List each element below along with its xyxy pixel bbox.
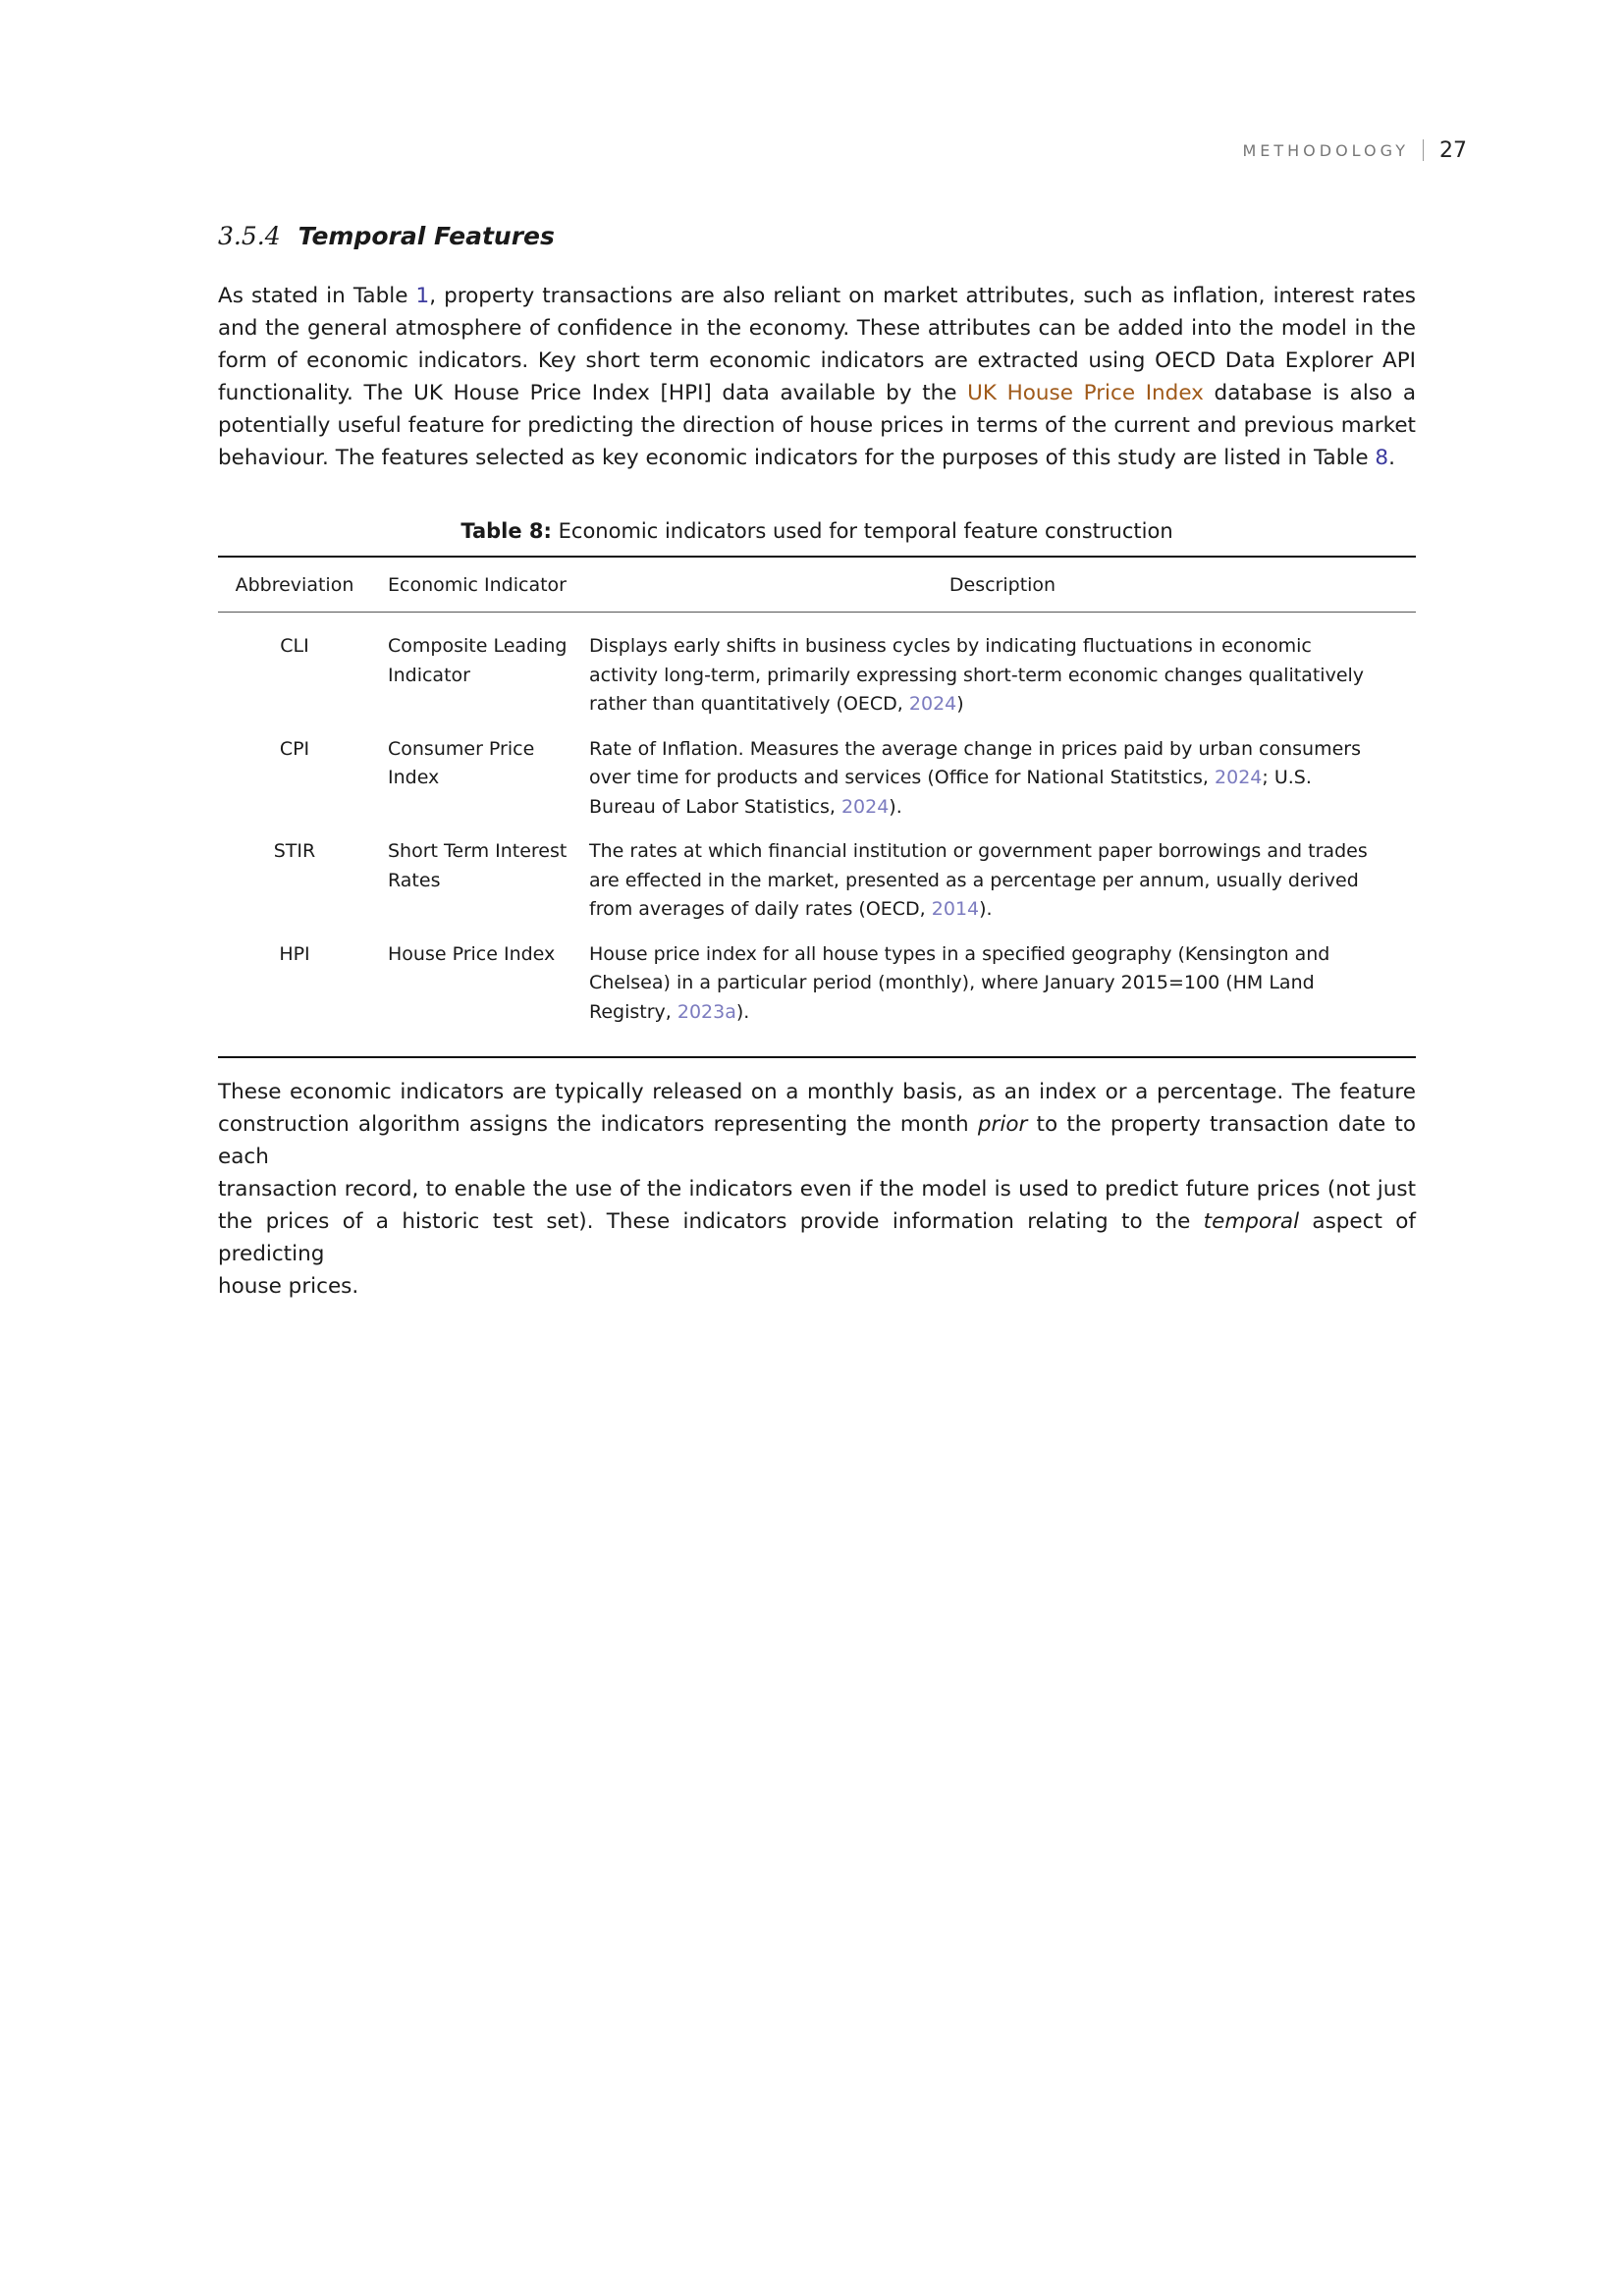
paragraph-line: house prices. (218, 1274, 359, 1299)
table-body (218, 613, 1416, 1056)
table-reference-link[interactable]: 8 (1375, 446, 1389, 470)
table-caption-text: Economic indicators used for temporal feature construction (558, 519, 1173, 543)
paragraph-line: and the general atmosphere of confidence in the economy. These attributes can be added into the model in the (218, 316, 1416, 341)
cell-abbreviation: HPI (279, 942, 310, 965)
running-header-section: METHODOLOGY (1242, 140, 1409, 160)
paragraph-line: functionality. The UK House Price Index [HPI] data available by the UK House Price Index database is also a (218, 381, 1416, 405)
cell-indicator: House Price Index (388, 942, 556, 965)
table-reference-link[interactable]: 1 (415, 284, 430, 308)
cell-abbreviation: CLI (280, 635, 309, 657)
cell-description: Displays early shifts in business cycles by indicating fluctuations in economic activity long-term, primarily expressing short-term economic changes qualitatively rather than quantitatively (OECD, 2024) (589, 635, 1365, 715)
emphasis-temporal: temporal (1203, 1209, 1300, 1234)
cell-abbreviation: CPI (279, 737, 310, 760)
economic-indicators-table (218, 556, 1416, 1058)
citation-link[interactable]: 2024 (840, 795, 890, 818)
section-heading (218, 222, 555, 250)
column-header-indicator: Economic Indicator (388, 573, 567, 596)
paragraph-line: These economic indicators are typically released on a monthly basis, as an index or a percentage. The feature (218, 1080, 1416, 1104)
table-row (218, 940, 1416, 1028)
running-header-divider (1423, 139, 1424, 161)
citation-link[interactable]: 2024 (908, 693, 957, 715)
paragraph-line: potentially useful feature for predicting the direction of house prices in terms of the current and previous market (218, 413, 1416, 438)
section-title: Temporal Features (298, 222, 555, 250)
table-caption (218, 519, 1416, 543)
cell-indicator: Composite Leading Indicator (388, 635, 568, 686)
table-caption-label: Table 8: (460, 519, 552, 543)
paragraph-line: behaviour. The features selected as key economic indicators for the purposes of this study are listed in Table 8. (218, 446, 1395, 470)
section-number: 3.5.4 (218, 222, 281, 250)
table-bottom-rule (218, 1056, 1416, 1058)
citation-link[interactable]: 2014 (931, 898, 980, 920)
paragraph-line: the prices of a historic test set). These indicators provide information relating to the temporal aspect of predicting (218, 1209, 1416, 1266)
paragraph-line: construction algorithm assigns the indicators representing the month prior to the property transaction date to each (218, 1112, 1416, 1169)
column-header-abbreviation: Abbreviation (235, 573, 354, 596)
paragraph-line: form of economic indicators. Key short term economic indicators are extracted using OECD Data Explorer API (218, 348, 1416, 373)
cell-abbreviation: STIR (273, 840, 316, 862)
table-header-row (218, 558, 1416, 612)
paragraph-line: As stated in Table 1, property transactions are also reliant on market attributes, such as inflation, interest rates (218, 284, 1417, 308)
cell-description: The rates at which financial institution or government paper borrowings and trades are effected in the market, presented as a percentage per annum, usually derived from averages of daily rates (OECD, 2014). (589, 840, 1368, 920)
paragraph-conclusion (218, 1076, 1416, 1303)
page-number: 27 (1439, 137, 1467, 163)
cell-indicator: Short Term Interest Rates (388, 840, 568, 891)
cell-indicator: Consumer Price Index (388, 737, 535, 788)
table-row (218, 735, 1416, 823)
citation-link[interactable]: 2023a (677, 1000, 736, 1023)
hpi-database-link[interactable]: UK House Price Index (967, 381, 1204, 405)
paragraph-intro (218, 280, 1416, 474)
emphasis-prior: prior (977, 1112, 1028, 1137)
cell-description: House price index for all house types in a specified geography (Kensington and Chelsea) in a particular period (monthly), where January 2015=100 (HM Land Registry, 2023a). (589, 942, 1330, 1023)
table-row (218, 837, 1416, 925)
citation-link[interactable]: 2024 (1215, 767, 1263, 788)
paragraph-line: transaction record, to enable the use of the indicators even if the model is used to predict future prices (not just (218, 1177, 1416, 1201)
column-header-description: Description (948, 573, 1056, 596)
cell-description: Rate of Inflation. Measures the average change in prices paid by urban consumers over time for products and services (Office for National Statitstics, 2024; U.S. Bureau of Labor Statistics, 2024). (589, 737, 1361, 818)
table-row (218, 632, 1416, 720)
running-header (1242, 135, 1467, 165)
